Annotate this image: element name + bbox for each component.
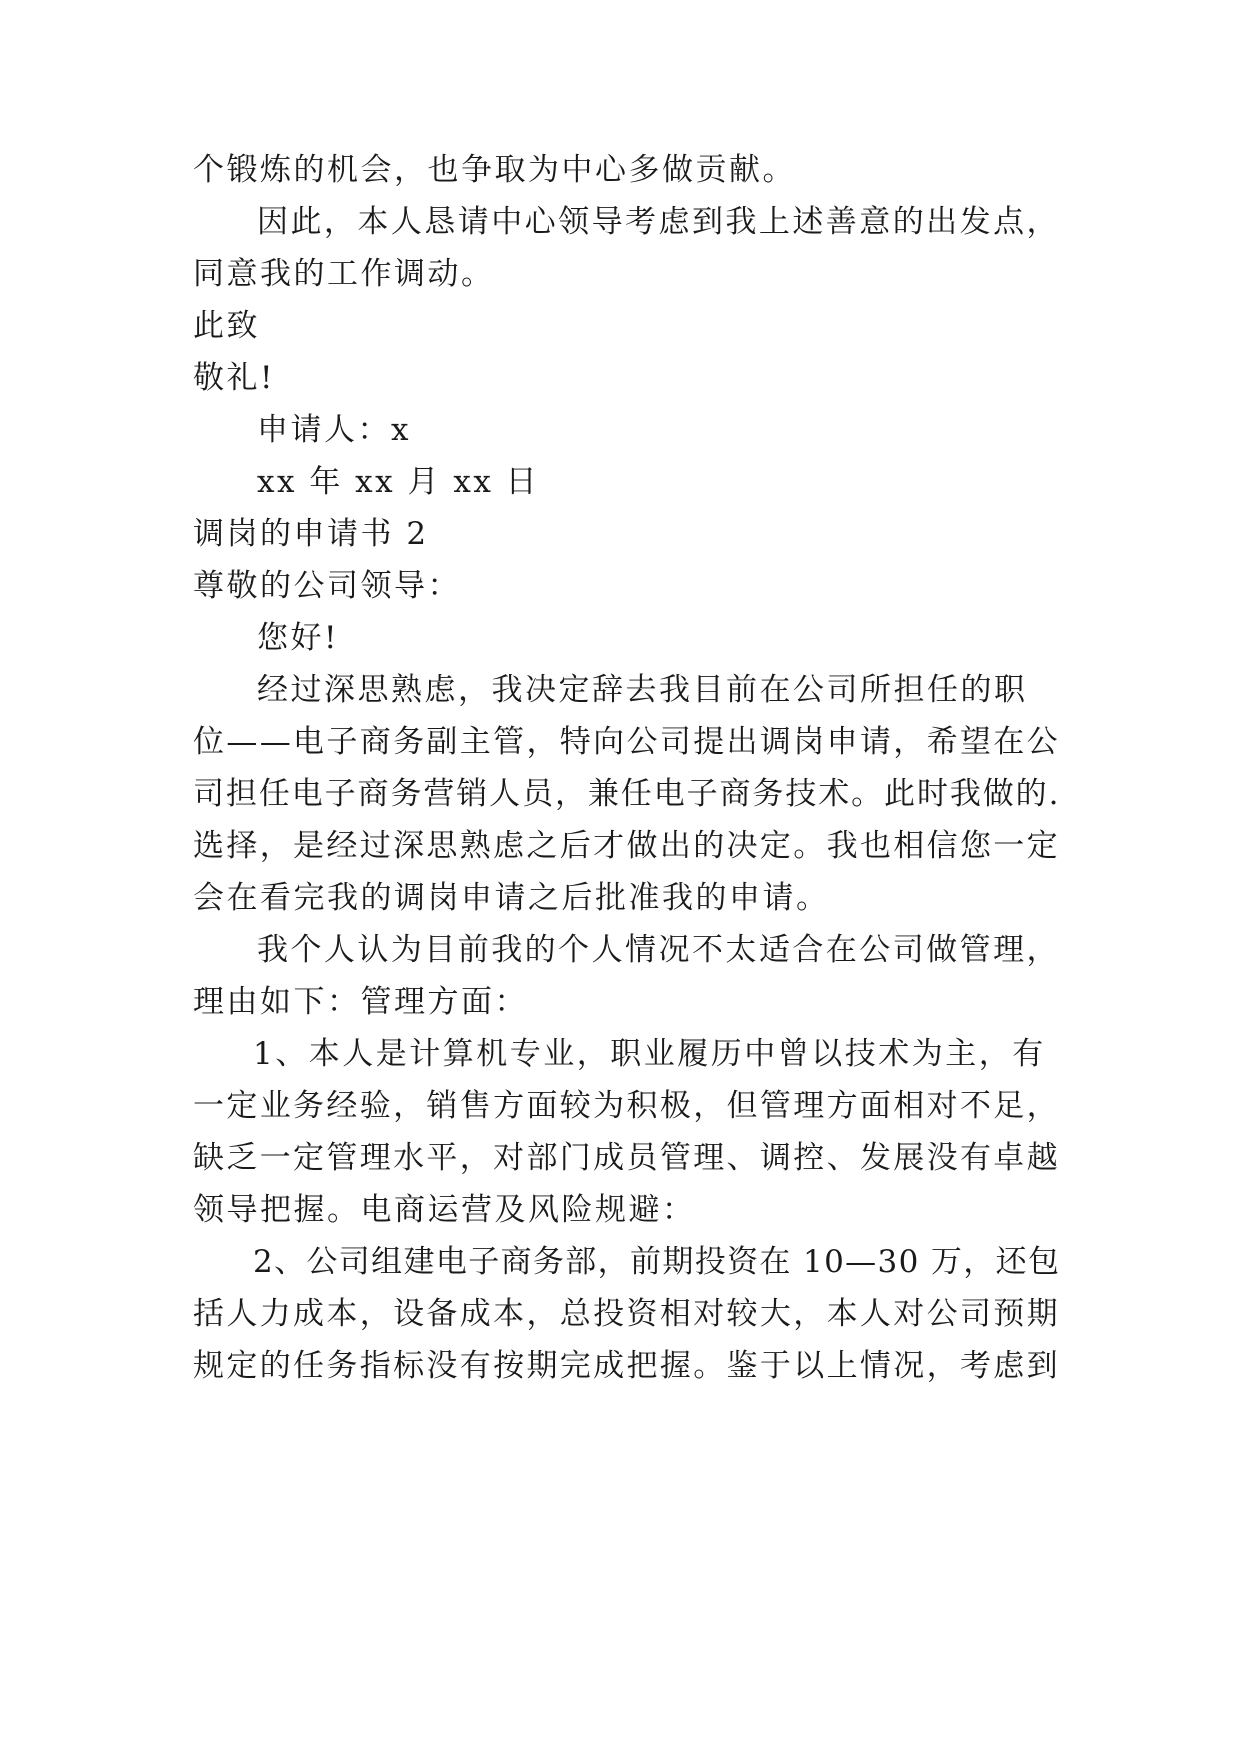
text-line: 会在看完我的调岗申请之后批准我的申请。: [193, 880, 830, 916]
text-line: 个锻炼的机会，也争取为中心多做贡献。: [193, 152, 796, 188]
text-line: 领导把握。电商运营及风险规避：: [193, 1192, 696, 1228]
list-item-2: 2、公司组建电子商务部，前期投资在 10—30 万，还包: [253, 1244, 1061, 1280]
salutation-closing: 此致: [193, 308, 260, 344]
date-line: xx 年 xx 月 xx 日: [257, 464, 540, 500]
greeting-hello: 您好!: [257, 620, 339, 656]
text-line: 理由如下：管理方面：: [193, 984, 528, 1020]
applicant-signature: 申请人：x: [257, 412, 411, 448]
greeting-recipient: 尊敬的公司领导：: [193, 568, 461, 604]
salutation-regards: 敬礼!: [193, 360, 275, 396]
list-item-1: 1、本人是计算机专业，职业履历中曾以技术为主，有: [253, 1036, 1046, 1072]
text-line: 规定的任务指标没有按期完成把握。鉴于以上情况，考虑到: [193, 1348, 1060, 1384]
text-line: 选择，是经过深思熟虑之后才做出的决定。我也相信您一定: [193, 828, 1060, 864]
text-line: 缺乏一定管理水平，对部门成员管理、调控、发展没有卓越: [193, 1140, 1060, 1176]
text-line: 一定业务经验，销售方面较为积极，但管理方面相对不足，: [193, 1088, 1060, 1124]
text-line: 因此，本人恳请中心领导考虑到我上述善意的出发点，: [257, 204, 1060, 240]
text-line: 同意我的工作调动。: [193, 256, 495, 292]
text-line: 司担任电子商务营销人员，兼任电子商务技术。此时我做的.: [193, 776, 1061, 812]
text-line: 括人力成本，设备成本，总投资相对较大，本人对公司预期: [193, 1296, 1060, 1332]
section-title: 调岗的申请书 2: [193, 516, 429, 552]
text-line: 位——电子商务副主管，特向公司提出调岗申请，希望在公: [193, 724, 1060, 760]
text-line: 经过深思熟虑，我决定辞去我目前在公司所担任的职: [257, 672, 1028, 708]
text-line: 我个人认为目前我的个人情况不太适合在公司做管理，: [257, 932, 1060, 968]
